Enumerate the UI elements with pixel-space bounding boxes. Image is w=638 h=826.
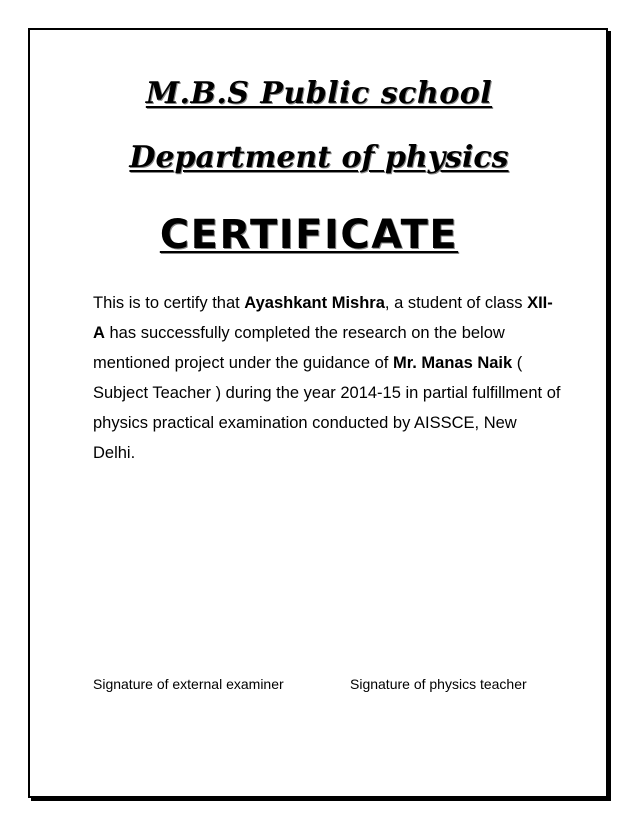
school-name: M.B.S Public school	[145, 76, 493, 111]
department-name: Department of physics	[129, 140, 509, 175]
certificate-title: CERTIFICATE	[159, 212, 459, 258]
body-segment: , a student of class	[384, 294, 528, 312]
certificate-body	[93, 288, 563, 468]
body-segment: This is to certify that	[93, 294, 245, 312]
body-segment: has successfully completed the research on the below mentioned project under the guidance of	[93, 324, 505, 372]
teacher-name: Mr. Manas Naik	[392, 354, 513, 372]
class-name: XII-A	[93, 294, 553, 342]
signature-external-examiner: Signature of external examiner	[93, 676, 284, 692]
signature-physics-teacher: Signature of physics teacher	[350, 676, 527, 692]
student-name: Ayashkant Mishra	[244, 294, 385, 312]
body-segment: ( Subject Teacher ) during the year 2014-15 in partial fulfillment of physics practical examination conducted by AISSCE, New Delhi.	[93, 354, 561, 462]
